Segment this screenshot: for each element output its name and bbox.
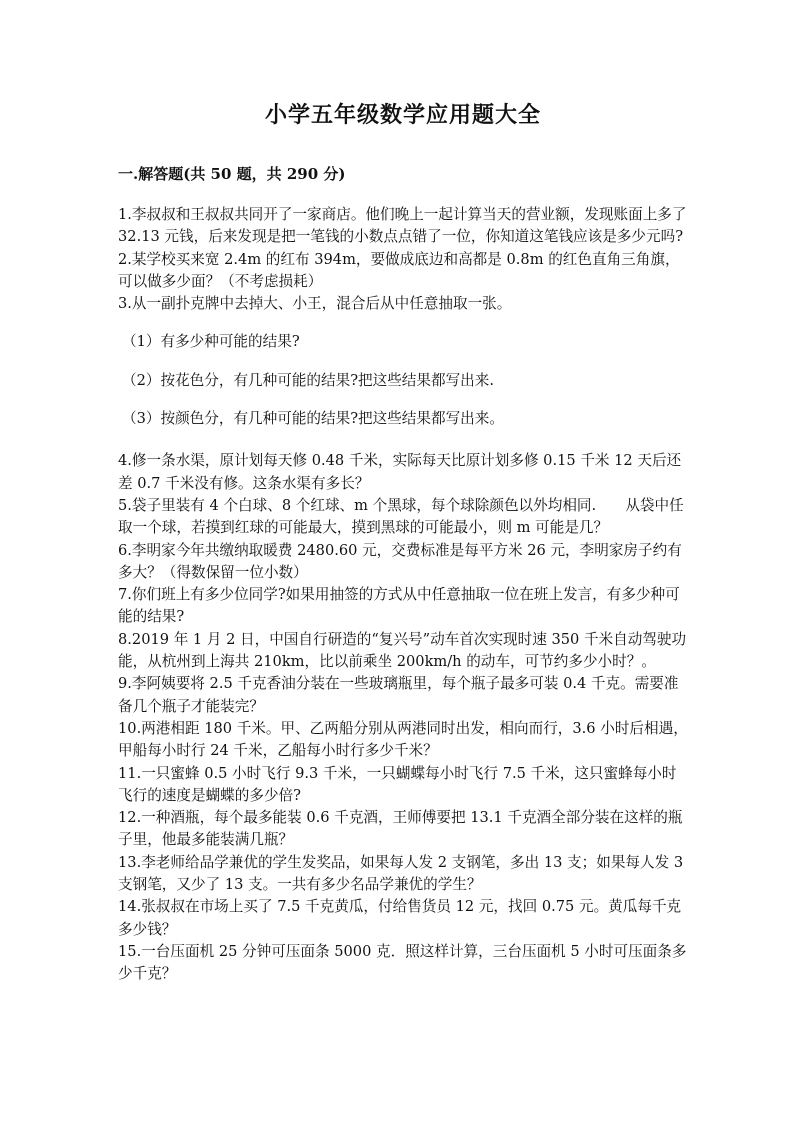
question-item: 5.袋子里装有 4 个白球、8 个红球、m 个黑球，每个球除颜色以外均相同. 从袋中任取一个球，若摸到红球的可能最大，摸到黑球的可能最小，则 m 可能是几？ [118,496,684,537]
question-item: 9.李阿姨要将 2.5 千克香油分装在一些玻璃瓶里，每个瓶子最多可装 0.4 千克。需要准备几个瓶子才能装完？ [118,675,679,715]
spacer [118,315,688,331]
question-item: 8.2019 年 1 月 2 日，中国自行研造的“复兴号”动车首次实现时速 350 千米自动驾驶功能，从杭州到上海共 210km，比以前乘坐 200km/h 的动车，可节约多少小时？。 [118,630,687,671]
page-title: 小学五年级数学应用题大全 [264,102,541,128]
question-item: 6.李明家今年共缴纳取暖费 2480.60 元，交费标准是每平方米 26 元，李明家房子约有多大？（得数保留一位小数） [118,541,682,581]
question-item: 13.李老师给品学兼优的学生发奖品，如果每人发 2 支钢笔，多出 13 支；如果每人发 3 支钢笔，又少了 13 支。一共有多少名品学兼优的学生？ [118,853,684,894]
question-item: 15.一台压面机 25 分钟可压面条 5000 克．照这样计算，三台压面机 5 小时可压面条多少千克？ [118,942,687,983]
question-item: 14.张叔叔在市场上买了 7.5 千克黄瓜，付给售货员 12 元，找回 0.75 元。黄瓜每千克多少钱？ [118,898,682,938]
question-item: 11.一只蜜蜂 0.5 小时飞行 9.3 千米，一只蝴蝶每小时飞行 7.5 千米，这只蜜蜂每小时飞行的速度是蝴蝶的多少倍? [118,764,677,804]
question-subpart: （2）按花色分，有几种可能的结果?把这些结果都写出来. [122,371,495,389]
spacer [118,430,688,450]
question-subpart: （3）按颜色分，有几种可能的结果?把这些结果都写出来。 [122,410,504,428]
question-list [118,204,688,986]
question-item: 2.某学校买来宽 2.4m 的红布 394m，要做成底边和高都是 0.8m 的红色直角三角旗，可以做多少面？（不考虑损耗） [118,250,680,290]
question-item: 10.两港相距 180 千米。甲、乙两船分别从两港同时出发，相向而行，3.6 小时后相遇，甲船每小时行 24 千米，乙船每小时行多少千米？ [118,719,688,760]
question-item: 3.从一副扑克牌中去掉大、小王，混合后从中任意抽取一张。 [118,295,512,313]
question-item: 1.李叔叔和王叔叔共同开了一家商店。他们晚上一起计算当天的营业额，发现账面上多了 32.13 元钱，后来发现是把一笔钱的小数点点错了一位，你知道这笔钱应该是多少元吗? [118,206,687,246]
question-item: 4.修一条水渠，原计划每天修 0.48 千米，实际每天比原计划多修 0.15 千米 12 天后还差 0.7 千米没有修。这条水渠有多长？ [118,452,682,492]
spacer [118,392,688,408]
question-item: 12.一种酒瓶，每个最多能装 0.6 千克酒，王师傅要把 13.1 千克酒全部分装在这样的瓶子里，他最多能装满几瓶？ [118,809,683,849]
spacer [118,354,688,370]
question-item: 7.你们班上有多少位同学?如果用抽签的方式从中任意抽取一位在班上发言，有多少种可能的结果? [118,586,680,626]
question-subpart: （1）有多少种可能的结果? [122,333,300,351]
section-heading: 一.解答题(共 50 题，共 290 分) [118,165,346,183]
